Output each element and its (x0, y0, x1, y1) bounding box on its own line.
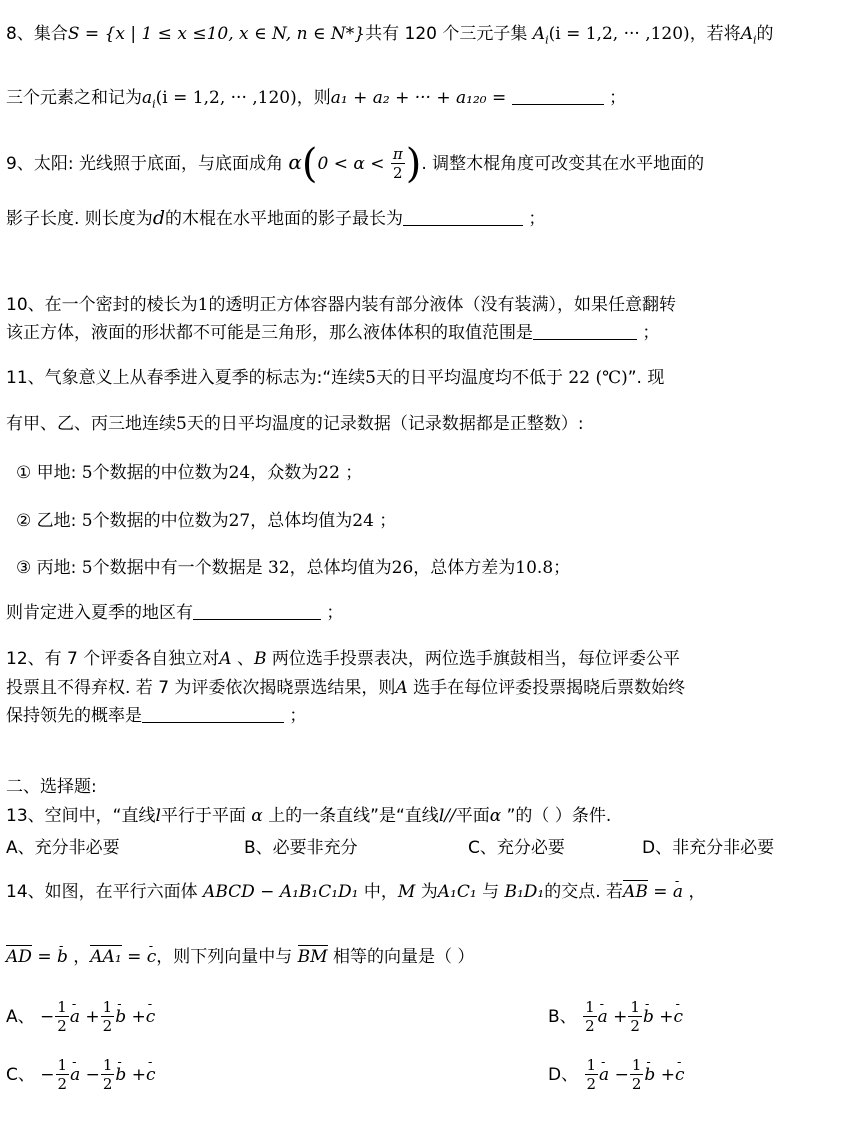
q11-item1-end: ； (345, 463, 363, 483)
q8-set-def: S = {x | 1 ≤ x ≤10, x ∈ N, n ∈ N*} (67, 24, 366, 44)
q11-line1 (6, 366, 664, 390)
q11-five: 5 (365, 368, 376, 388)
q9-ineq: 0 < α < (317, 154, 385, 174)
q8-line1 (6, 22, 774, 52)
q13-text2: 平行于平面 (160, 806, 246, 826)
q13-text5: ”的（ ）条件. (506, 806, 612, 826)
q14-vec-a: - a (673, 880, 683, 904)
q14-option-d-label: D、 (548, 1065, 579, 1085)
q14-opt-a-frac2: $\frac{1}{2}$ (102, 998, 113, 1035)
q11-item1-v2: 22 (318, 463, 340, 483)
q14-opt-b-sign1: + (613, 1007, 628, 1027)
q13-parallel: // (444, 806, 456, 826)
q11-item1 (16, 461, 362, 485)
q11-item3-v3: 10.8 (515, 558, 554, 578)
q13-l: l (155, 806, 161, 826)
q14-opt-d-vc: - c (675, 1065, 685, 1085)
q8-range2: (i = 1,2, ··· ,120) (155, 88, 297, 108)
q9-d: d (152, 207, 165, 229)
q14-text7: 相等的向量是（ ） (332, 947, 475, 967)
q11-item1-v1: 24 (228, 463, 251, 483)
q14-opt-a-sign1: − (40, 1007, 55, 1027)
q12-end: ； (289, 706, 307, 726)
q14-opt-c-frac1: $\frac{1}{2}$ (57, 1056, 68, 1093)
q9-fraction: $\frac{\pi}{2}$ (392, 145, 403, 182)
q14-line1 (6, 880, 705, 904)
q11-item3-text: 个数据中有一个数据是 (92, 558, 263, 578)
q14-opt-a-vb: - b (115, 1007, 126, 1027)
q14-text4: 与 (482, 882, 500, 902)
q14-opt-c-frac2: $\frac{1}{2}$ (102, 1056, 113, 1093)
q14-option-b-label: B、 (548, 1007, 577, 1027)
q14-vec-AD: AD (6, 947, 32, 967)
q11-item3-v2: 26 (391, 558, 414, 578)
q11-temp: 22 (℃) (568, 368, 628, 388)
q11-item2-five: 5 (81, 511, 93, 531)
q14-comma-2: ， (73, 947, 91, 967)
q14-eq-3: = (127, 947, 142, 967)
q11-text4: 有甲、乙、丙三地连续 (6, 414, 176, 434)
q10-text: 10、在一个密封的棱长为 (6, 295, 198, 315)
q9-text2: . 调整木棍角度可改变其在水平地面的 (421, 154, 705, 174)
q11-item1-label: ① 甲地: (16, 463, 77, 483)
q14-opt-a-sign2: + (85, 1007, 100, 1027)
q9-text4: 的木棍在水平地面的影子最长为 (164, 209, 403, 229)
q11-text: 11、气象意义上从春季进入夏季的标志为:“连续 (6, 368, 366, 388)
q14-text3: 为 (420, 882, 438, 902)
q14-opt-b-frac2: $\frac{1}{2}$ (630, 998, 640, 1035)
q8-end: ； (609, 88, 627, 108)
q11-five-2: 5 (176, 414, 187, 434)
q11-item3 (16, 556, 570, 580)
q8-Ai: $A_i$ (532, 24, 549, 47)
q12-B: B (253, 649, 267, 669)
q14-opt-c-sign2: − (85, 1065, 100, 1085)
q13-text3: 上的一条直线”是“直线 (268, 806, 439, 826)
q12-line1 (6, 647, 680, 671)
q14-comma: ， (688, 882, 706, 902)
q14-text5: 的交点. 若 (544, 882, 624, 902)
q14-opt-c-sign1: − (40, 1065, 55, 1085)
q9-paren-close: ) (405, 141, 422, 187)
q13-text: 13、空间中，“直线 (6, 806, 156, 826)
q14-option-a-label: A、 (6, 1007, 35, 1027)
q14-vec-AB: AB (623, 882, 648, 902)
q8-text: 8、集合 (6, 24, 68, 44)
q11-item1-five: 5 (81, 463, 93, 483)
q14-opt-a-frac1: $\frac{1}{2}$ (57, 998, 67, 1035)
q12-text2: 两位选手投票表决，两位选手旗鼓相当，每位评委公平 (271, 649, 680, 669)
q9-line1 (6, 141, 705, 187)
q9-line2 (6, 206, 545, 231)
q14-opt-d-frac2: $\frac{1}{2}$ (631, 1056, 642, 1093)
q14-vec-BM: BM (297, 947, 328, 967)
q14-vec-AA1: AA₁ (90, 947, 122, 967)
q8-answer-blank[interactable] (512, 86, 604, 105)
q12-text: 12、有 7 个评委各自独立对 (6, 649, 220, 669)
q9-paren-open: ( (301, 141, 318, 187)
q11-text3: ”. 现 (627, 368, 665, 388)
q9-text3: 影子长度. 则长度为 (6, 209, 153, 229)
q13-l-2: l (438, 806, 445, 826)
q14-opt-b-vb: - b (643, 1007, 654, 1027)
q9-answer-blank[interactable] (403, 207, 523, 226)
q11-item3-end: ； (553, 558, 571, 578)
q8-text4: 的 (756, 24, 774, 44)
q11-item3-text3: ，总体方差为 (413, 558, 516, 578)
q14-option-b[interactable] (548, 1000, 683, 1034)
q11-answer-blank[interactable] (193, 601, 321, 620)
q11-item2-label: ② 乙地: (16, 511, 77, 531)
q8-text5: 三个元素之和记为 (6, 88, 142, 108)
q11-item2-v2: 24 (352, 511, 374, 531)
q9-end: ； (528, 209, 546, 229)
q12-text4: 选手在每位评委投票揭晓后票数始终 (413, 678, 686, 698)
q14-opt-d-frac1: $\frac{1}{2}$ (586, 1056, 597, 1093)
section-heading: 二、选择题: (6, 777, 97, 797)
q14-vec-b: - b (57, 945, 68, 969)
q11-item2-end: ； (379, 511, 397, 531)
q14-M: M (397, 882, 416, 902)
q10-one: 1 (197, 295, 209, 315)
q12-line2 (6, 676, 685, 700)
q10-line1 (6, 293, 676, 317)
q13-option-d[interactable]: D、非充分非必要 (642, 838, 775, 858)
q14-opt-a-vc: - c (146, 1007, 156, 1027)
q13-option-b[interactable]: B、必要非充分 (244, 838, 358, 858)
q13-line1 (6, 804, 611, 828)
q14-opt-d-vb: - b (644, 1065, 655, 1085)
q11-item1-text2: ，众数为 (250, 463, 319, 483)
q14-opt-b-va: - a (598, 1007, 608, 1027)
q14-opt-d-va: - a (599, 1065, 609, 1085)
q11-concl-text: 则肯定进入夏季的地区有 (6, 603, 193, 623)
q11-item3-five: 5 (81, 558, 93, 578)
q14-option-c[interactable] (6, 1058, 156, 1092)
q8-line2 (6, 86, 626, 116)
q14-opt-c-vb: - b (115, 1065, 126, 1085)
q12-sep: 、 (236, 649, 254, 669)
q9-alpha: α (288, 150, 302, 174)
q11-item2-text: 个数据的中位数为 (92, 511, 229, 531)
q13-option-a[interactable]: A、充分非必要 (6, 838, 120, 858)
q14-option-d[interactable] (548, 1058, 684, 1092)
q10-end: ； (642, 323, 660, 343)
q10-answer-blank[interactable] (533, 321, 637, 340)
q10-text2: 的透明正方体容器内装有部分液体（没有装满），如果任意翻转 (208, 295, 676, 315)
q12-A-2: A (395, 678, 408, 698)
q14-opt-b-sign2: + (659, 1007, 674, 1027)
q11-conclusion (6, 601, 343, 625)
q11-item3-v1: 32 (268, 558, 290, 578)
q12-text5: 保持领先的概率是 (6, 706, 142, 726)
q12-answer-blank[interactable] (142, 704, 284, 723)
q11-concl-end: ； (326, 603, 344, 623)
q11-item2-text2: ，总体均值为 (250, 511, 353, 531)
q14-opt-c-vc: - c (146, 1065, 156, 1085)
q14-B1D1: B₁D₁ (504, 882, 545, 902)
q12-line3 (6, 704, 306, 728)
q10-line2 (6, 321, 659, 345)
q14-line2 (6, 945, 474, 969)
q8-text2: 共有 120 个三元子集 (365, 24, 528, 44)
q11-item2 (16, 509, 396, 533)
q14-option-a[interactable] (6, 1000, 155, 1034)
q14-eq: = (653, 882, 668, 902)
q8-range: (i = 1,2, ··· ,120) (548, 24, 690, 44)
q9-text: 9、太阳: 光线照于底面，与底面成角 (6, 154, 283, 174)
q14-A1C1: A₁C₁ (437, 882, 477, 902)
q12-text3: 投票且不得弃权. 若 7 为评委依次揭晓票选结果，则 (6, 678, 396, 698)
q14-opt-d-sign2: + (660, 1065, 675, 1085)
q14-vec-c: - c (147, 945, 157, 969)
q14-opt-b-vc: - c (674, 1007, 684, 1027)
q14-option-c-label: C、 (6, 1065, 35, 1085)
q13-option-c[interactable]: C、充分必要 (468, 838, 565, 858)
q14-opt-b-frac1: $\frac{1}{2}$ (585, 998, 595, 1035)
q14-text6: ，则下列向量中与 (156, 947, 293, 967)
q14-opt-d-sign1: − (614, 1065, 629, 1085)
q11-item3-text2: ，总体均值为 (289, 558, 392, 578)
q14-opt-c-sign3: + (131, 1065, 146, 1085)
q13-text4: 平面 (455, 806, 490, 826)
q11-text5: 天的日平均温度的记录数据（记录数据都是正整数）: (186, 414, 584, 434)
q14-opt-a-sign3: + (131, 1007, 146, 1027)
q11-item2-v1: 27 (228, 511, 251, 531)
q13-alpha-2: α (489, 806, 502, 826)
q12-A: A (219, 649, 232, 669)
q11-item1-text: 个数据的中位数为 (92, 463, 229, 483)
q8-Ai-2: $A_i$ (740, 24, 757, 47)
q11-text2: 天的日平均温度均不低于 (376, 368, 563, 388)
q13-alpha: α (251, 806, 263, 826)
q8-text6: ，则 (296, 88, 331, 108)
q14-opt-a-va: - a (70, 1007, 80, 1027)
q14-text: 14、如图，在平行六面体 (6, 882, 198, 902)
q14-eq-2: = (37, 947, 52, 967)
q8-text3: ，若将 (689, 24, 741, 44)
q8-sum: a₁ + a₂ + ··· + a₁₂₀ = (330, 88, 507, 108)
q11-item3-label: ③ 丙地: (16, 558, 77, 578)
q14-solid: ABCD − A₁B₁C₁D₁ (203, 882, 359, 902)
q11-line2 (6, 412, 584, 436)
q14-opt-c-va: - a (70, 1065, 80, 1085)
q14-text2: 中， (363, 882, 398, 902)
q10-text3: 该正方体，液面的形状都不可能是三角形，那么液体体积的取值范围是 (6, 323, 533, 343)
q8-ai: $a_i$ (142, 88, 156, 111)
